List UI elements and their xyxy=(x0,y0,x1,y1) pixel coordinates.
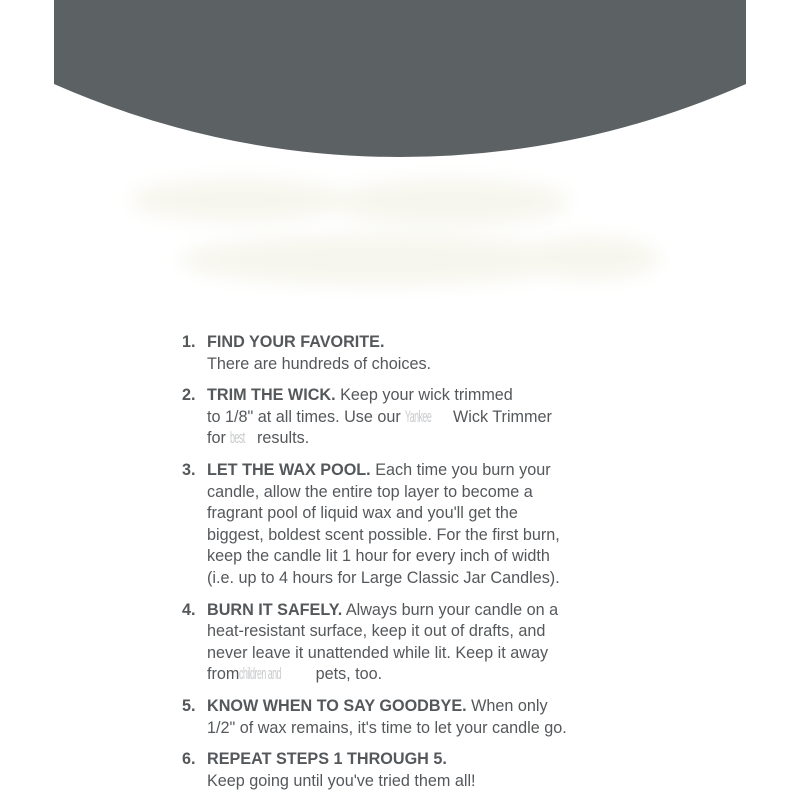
step-text: 1/2" of wax remains, it's time to let your candle go. xyxy=(207,718,567,737)
step-title: LET THE WAX POOL. xyxy=(207,460,371,479)
step-text: for xyxy=(207,429,226,448)
step-text: Each time you burn your xyxy=(375,460,551,479)
step-text: keep the candle lit 1 hour for every inch of width xyxy=(207,547,550,566)
step-number: 4. xyxy=(182,600,196,619)
step-text: (i.e. up to 4 hours for Large Classic Jar Candles). xyxy=(207,568,560,587)
step-title: FIND YOUR FAVORITE. xyxy=(207,333,385,351)
header-arc xyxy=(0,0,800,160)
step-text: fragrant pool of liquid wax and you'll get the xyxy=(207,504,518,523)
step-number: 6. xyxy=(182,750,196,769)
obscured-text: children and xyxy=(239,665,282,684)
step-number: 2. xyxy=(182,386,196,405)
step-text: Wick Trimmer xyxy=(453,407,552,426)
step-number: 1. xyxy=(182,333,196,351)
step-text: Always burn your candle on a xyxy=(345,600,559,619)
step-text: There are hundreds of choices. xyxy=(207,354,432,373)
step-text: results. xyxy=(257,429,310,448)
step-title: BURN IT SAFELY. xyxy=(207,600,343,619)
step-text: never leave it unattended while lit. Keep it away xyxy=(207,643,549,662)
step-text: When only xyxy=(471,696,548,715)
faded-title-area xyxy=(120,160,680,300)
obscured-brand-text: Yankee xyxy=(405,407,432,426)
step-4 xyxy=(182,600,622,686)
step-text: to 1/8" at all times. Use our xyxy=(207,407,401,426)
step-6 xyxy=(182,749,622,792)
step-number: 5. xyxy=(182,696,196,715)
step-text: candle, allow the entire top layer to become a xyxy=(207,482,533,501)
step-text: heat-resistant surface, keep it out of drafts, and xyxy=(207,622,546,641)
step-3 xyxy=(182,460,622,590)
step-2 xyxy=(182,385,622,450)
step-text: pets, too. xyxy=(315,665,383,684)
obscured-text: best xyxy=(230,429,246,448)
step-number: 3. xyxy=(182,460,196,479)
step-1 xyxy=(182,332,622,375)
step-text: Keep your wick trimmed xyxy=(340,386,513,405)
care-steps-list xyxy=(182,332,622,792)
step-title: TRIM THE WICK. xyxy=(207,386,336,405)
step-text: Keep going until you've tried them all! xyxy=(207,771,476,790)
step-text: biggest, boldest scent possible. For the first burn, xyxy=(207,525,560,544)
step-title: REPEAT STEPS 1 THROUGH 5. xyxy=(207,750,447,769)
step-title: KNOW WHEN TO SAY GOODBYE. xyxy=(207,696,467,715)
step-5 xyxy=(182,696,622,739)
step-text: from xyxy=(207,665,240,684)
